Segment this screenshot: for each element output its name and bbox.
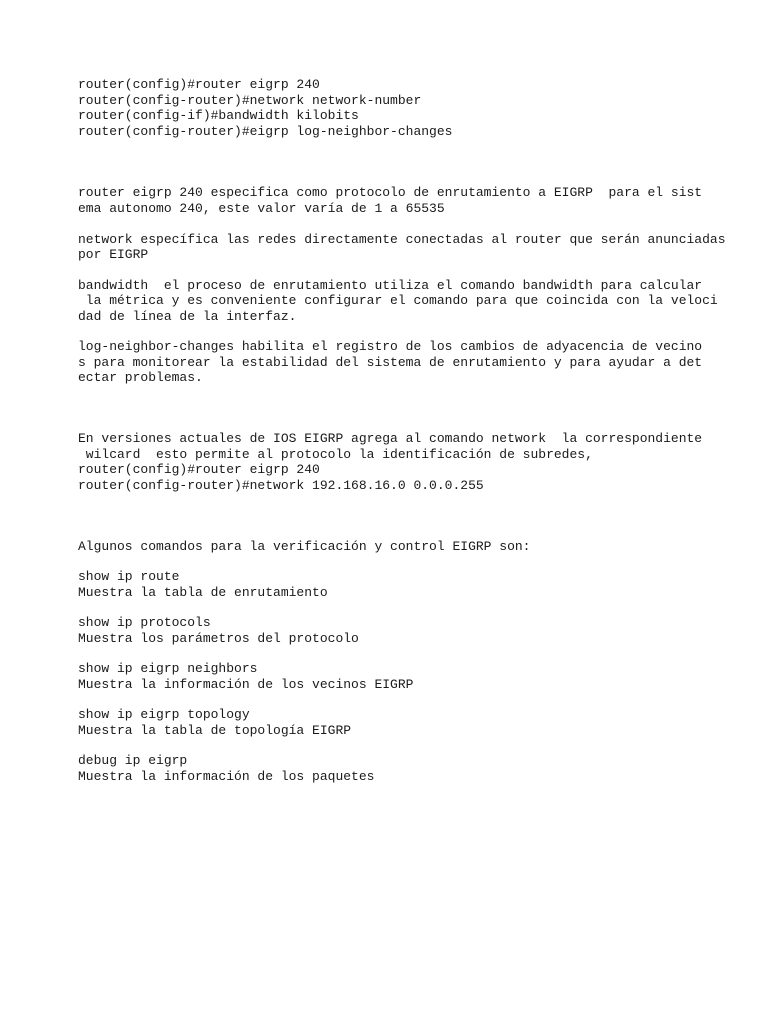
paragraph-line: ema autonomo 240, este valor varía de 1 a 65535 [78, 201, 445, 216]
paragraph-line: dad de línea de la interfaz. [78, 309, 297, 324]
command-description: Muestra la tabla de topología EIGRP [78, 723, 352, 738]
paragraph-line: s para monitorear la estabilidad del sistema de enrutamiento y para ayudar a det [78, 355, 703, 370]
config-line: router(config-router)#network network-number [78, 93, 422, 108]
paragraph-line: En versiones actuales de IOS EIGRP agrega al comando network la correspondiente [78, 431, 703, 446]
command-description: Muestra la tabla de enrutamiento [78, 585, 328, 600]
paragraph-line: ectar problemas. [78, 370, 203, 385]
paragraph-line: por EIGRP [78, 247, 149, 262]
command-name: show ip route [78, 569, 180, 584]
command-name: show ip protocols [78, 615, 211, 630]
command-name: show ip eigrp topology [78, 707, 250, 722]
config-line: router(config)#router eigrp 240 [78, 462, 320, 477]
paragraph-line: bandwidth el proceso de enrutamiento utiliza el comando bandwidth para calcular [78, 278, 703, 293]
command-name: show ip eigrp neighbors [78, 661, 258, 676]
paragraph-line: wilcard esto permite al protocolo la identificación de subredes, [78, 447, 593, 462]
config-line: router(config-router)#network 192.168.16.0 0.0.0.255 [78, 478, 484, 493]
paragraph-line: la métrica y es conveniente configurar el comando para que coincida con la veloci [78, 293, 718, 308]
command-description: Muestra la información de los vecinos EIGRP [78, 677, 414, 692]
paragraph-line: router eigrp 240 especifica como protocolo de enrutamiento a EIGRP para el sist [78, 185, 703, 200]
command-name: debug ip eigrp [78, 753, 188, 768]
paragraph-line: log-neighbor-changes habilita el registro de los cambios de adyacencia de vecino [78, 339, 703, 354]
config-line: router(config-router)#eigrp log-neighbor-changes [78, 124, 453, 139]
paragraph-line: network específica las redes directamente conectadas al router que serán anunciadas [78, 232, 726, 247]
section-intro: Algunos comandos para la verificación y control EIGRP son: [78, 539, 531, 554]
command-description: Muestra la información de los paquetes [78, 769, 375, 784]
config-line: router(config-if)#bandwidth kilobits [78, 108, 359, 123]
config-line: router(config)#router eigrp 240 [78, 77, 320, 92]
command-description: Muestra los parámetros del protocolo [78, 631, 359, 646]
